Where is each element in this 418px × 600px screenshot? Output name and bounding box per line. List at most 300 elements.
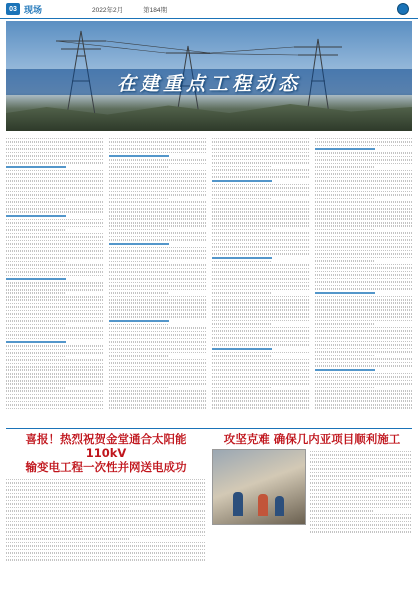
text-line	[109, 387, 169, 389]
text-line	[212, 173, 309, 175]
text-line	[212, 162, 309, 164]
text-line	[6, 177, 103, 179]
hero-banner-title: 在建重点工程动态	[116, 72, 301, 95]
text-line	[6, 552, 206, 554]
text-line	[212, 166, 272, 168]
text-line	[6, 148, 103, 150]
text-line	[212, 348, 272, 350]
text-line	[109, 145, 206, 147]
text-line	[212, 268, 309, 270]
text-line	[6, 247, 103, 249]
text-line	[6, 226, 103, 228]
text-line	[109, 345, 206, 347]
text-line	[315, 369, 375, 371]
text-line	[212, 330, 309, 332]
text-line	[6, 482, 206, 484]
text-line	[6, 401, 103, 403]
text-line	[315, 260, 375, 262]
worker-figure	[233, 492, 243, 516]
text-line	[6, 282, 103, 284]
report-column-3	[212, 136, 309, 424]
text-line	[212, 352, 309, 354]
section-title: 现场	[24, 4, 43, 15]
text-line	[6, 296, 103, 298]
text-line	[6, 208, 103, 210]
text-line	[212, 148, 309, 150]
text-line	[310, 479, 373, 481]
text-line	[109, 282, 206, 284]
text-line	[6, 524, 206, 526]
text-line	[315, 201, 412, 203]
text-line	[6, 517, 206, 519]
text-line	[6, 170, 103, 172]
text-line	[212, 383, 309, 385]
text-line	[6, 503, 206, 505]
text-line	[109, 348, 206, 350]
text-line	[109, 191, 206, 193]
text-line	[109, 205, 206, 207]
text-line	[109, 320, 169, 322]
text-line	[6, 359, 103, 361]
text-line	[109, 278, 206, 280]
text-line	[212, 355, 272, 357]
text-line	[6, 356, 66, 358]
article-photo-block	[212, 449, 306, 535]
text-line	[109, 275, 206, 277]
article-title	[6, 432, 206, 474]
text-line	[109, 341, 206, 343]
text-line	[315, 351, 412, 353]
text-line	[109, 362, 206, 364]
text-line	[310, 510, 373, 512]
text-line	[310, 461, 412, 463]
text-line	[6, 215, 66, 217]
text-line	[212, 141, 309, 143]
text-line	[6, 222, 103, 224]
text-line	[212, 152, 309, 154]
text-line	[315, 170, 412, 172]
text-line	[310, 472, 412, 474]
text-line	[315, 138, 412, 140]
article-title-line: 输变电工程一次性并网送电成功	[25, 460, 187, 474]
text-line	[212, 327, 309, 329]
text-line	[315, 380, 412, 382]
text-line	[6, 545, 206, 547]
text-line	[109, 366, 206, 368]
text-line	[315, 316, 412, 318]
text-line	[310, 507, 412, 509]
text-line	[109, 352, 206, 354]
text-line	[212, 264, 309, 266]
text-line	[315, 365, 412, 367]
text-line	[315, 198, 375, 200]
text-line	[109, 400, 206, 402]
text-line	[6, 521, 206, 523]
text-line	[315, 215, 412, 217]
text-line	[6, 191, 103, 193]
text-line	[109, 369, 206, 371]
text-line	[109, 229, 169, 231]
text-line	[6, 500, 206, 502]
text-line	[212, 299, 309, 301]
text-line	[6, 327, 103, 329]
text-line	[109, 180, 206, 182]
text-line	[212, 211, 309, 213]
text-line	[212, 145, 309, 147]
text-line	[109, 309, 206, 311]
text-line	[315, 191, 412, 193]
text-line	[6, 275, 103, 277]
text-line	[109, 285, 206, 287]
text-line	[6, 254, 103, 256]
text-line	[315, 299, 412, 301]
text-line	[109, 247, 206, 249]
header-meta	[92, 5, 187, 14]
text-line	[109, 383, 206, 385]
text-line	[310, 489, 412, 491]
page-header	[0, 0, 418, 19]
hero-photo	[6, 21, 412, 131]
text-line	[6, 334, 103, 336]
text-line	[212, 236, 309, 238]
text-line	[109, 254, 206, 256]
text-line	[315, 187, 412, 189]
report-column-1	[6, 136, 103, 424]
text-line	[315, 232, 412, 234]
text-line	[6, 531, 206, 533]
text-line	[109, 338, 206, 340]
text-line	[109, 148, 206, 150]
text-line	[315, 152, 412, 154]
text-line	[212, 285, 309, 287]
text-line	[6, 349, 103, 351]
text-line	[6, 366, 103, 368]
text-line	[6, 486, 206, 488]
text-line	[212, 253, 309, 255]
text-line	[212, 323, 272, 325]
text-line	[6, 380, 103, 382]
text-line	[212, 155, 309, 157]
text-line	[6, 341, 66, 343]
text-line	[315, 383, 412, 385]
text-line	[212, 257, 272, 259]
text-line	[310, 524, 412, 526]
text-line	[212, 289, 309, 291]
text-line	[212, 215, 309, 217]
issue-number: 第184期	[143, 6, 167, 14]
text-line	[6, 514, 206, 516]
article-body	[212, 449, 412, 535]
text-line	[109, 239, 206, 241]
article-guinea-project	[212, 432, 412, 596]
text-line	[6, 369, 103, 371]
text-line	[212, 222, 309, 224]
text-line	[6, 173, 103, 175]
text-line	[6, 162, 103, 164]
text-line	[315, 177, 412, 179]
text-line	[315, 355, 375, 357]
text-line	[6, 324, 66, 326]
text-line	[315, 278, 412, 280]
text-line	[6, 299, 103, 301]
article-body	[6, 477, 206, 563]
text-line	[315, 397, 412, 399]
text-line	[109, 194, 206, 196]
brand-logo-icon	[397, 3, 409, 15]
text-line	[212, 390, 309, 392]
text-line	[6, 141, 103, 143]
text-line	[315, 404, 412, 406]
text-line	[6, 159, 103, 161]
text-line	[315, 306, 412, 308]
text-line	[109, 292, 169, 294]
text-line	[212, 373, 309, 375]
text-line	[315, 211, 412, 213]
text-line	[109, 201, 206, 203]
text-line	[310, 486, 412, 488]
text-line	[212, 184, 309, 186]
text-line	[315, 156, 412, 158]
text-line	[315, 218, 412, 220]
text-line	[109, 376, 206, 378]
text-line	[109, 299, 206, 301]
text-line	[212, 176, 309, 178]
text-line	[6, 292, 66, 294]
text-line	[212, 278, 309, 280]
text-line	[212, 320, 309, 322]
text-line	[109, 296, 206, 298]
text-line	[212, 138, 309, 140]
text-line	[6, 507, 130, 509]
text-line	[212, 208, 309, 210]
text-line	[6, 289, 103, 291]
text-line	[6, 538, 130, 540]
text-line	[315, 222, 412, 224]
text-line	[315, 323, 375, 325]
text-line	[6, 211, 103, 213]
text-line	[6, 198, 66, 200]
text-line	[212, 180, 272, 182]
text-line	[109, 222, 206, 224]
text-line	[109, 170, 206, 172]
text-line	[6, 285, 103, 287]
text-line	[212, 191, 309, 193]
text-line	[6, 556, 206, 558]
text-line	[109, 380, 206, 382]
text-line	[6, 166, 66, 168]
text-line	[315, 344, 412, 346]
text-line	[6, 320, 103, 322]
text-line	[109, 257, 206, 259]
text-line	[310, 482, 412, 484]
text-line	[6, 303, 103, 305]
text-line	[315, 281, 412, 283]
text-line	[109, 159, 206, 161]
text-line	[109, 334, 206, 336]
text-line	[310, 493, 412, 495]
text-line	[109, 141, 206, 143]
text-line	[109, 177, 206, 179]
text-line	[310, 517, 412, 519]
text-line	[6, 233, 103, 235]
text-line	[109, 313, 206, 315]
text-line	[315, 257, 412, 259]
text-line	[109, 271, 206, 273]
text-line	[315, 302, 412, 304]
text-line	[6, 373, 103, 375]
text-line	[6, 201, 103, 203]
text-line	[6, 152, 103, 154]
text-line	[6, 363, 103, 365]
text-line	[315, 292, 375, 294]
text-line	[315, 341, 412, 343]
text-line	[6, 138, 103, 140]
text-line	[315, 296, 412, 298]
text-line	[6, 236, 103, 238]
text-line	[315, 373, 412, 375]
text-line	[212, 309, 309, 311]
text-line	[315, 358, 412, 360]
text-line	[315, 271, 412, 273]
text-line	[6, 510, 206, 512]
text-line	[6, 404, 103, 406]
text-line	[212, 344, 309, 346]
article-photo	[212, 449, 306, 525]
text-line	[315, 243, 412, 245]
text-line	[212, 275, 309, 277]
text-line	[212, 334, 309, 336]
text-line	[315, 180, 412, 182]
text-line	[6, 408, 103, 410]
text-line	[109, 211, 206, 213]
text-line	[109, 198, 169, 200]
text-line	[109, 218, 206, 220]
issue-date: 2022年2月	[92, 6, 124, 14]
text-line	[315, 387, 375, 389]
text-line	[109, 289, 206, 291]
text-line	[109, 316, 206, 318]
text-line	[6, 184, 103, 186]
page-number: 03	[6, 3, 20, 15]
text-line	[109, 163, 206, 165]
text-line	[212, 400, 309, 402]
text-line	[6, 229, 66, 231]
article-solar-grid	[6, 432, 206, 596]
text-line	[212, 225, 309, 227]
text-line	[212, 341, 309, 343]
worker-figure	[258, 494, 268, 516]
article-text	[310, 449, 412, 535]
text-line	[6, 338, 103, 340]
text-line	[109, 225, 206, 227]
text-line	[310, 521, 412, 523]
text-line	[109, 407, 206, 409]
text-line	[212, 369, 309, 371]
text-line	[315, 159, 412, 161]
text-line	[212, 337, 309, 339]
text-line	[6, 489, 206, 491]
text-line	[212, 229, 272, 231]
text-line	[310, 528, 412, 530]
text-line	[212, 407, 309, 409]
text-line	[6, 535, 206, 537]
text-line	[315, 348, 412, 350]
text-line	[212, 243, 309, 245]
text-line	[212, 376, 309, 378]
text-line	[109, 215, 206, 217]
text-line	[6, 219, 103, 221]
text-line	[315, 239, 412, 241]
text-line	[109, 261, 169, 263]
text-line	[6, 261, 66, 263]
text-line	[109, 268, 206, 270]
text-line	[315, 250, 412, 252]
text-line	[109, 327, 206, 329]
text-line	[6, 194, 103, 196]
text-line	[310, 465, 412, 467]
text-line	[109, 359, 206, 361]
text-line	[109, 397, 206, 399]
text-line	[212, 239, 309, 241]
text-line	[315, 393, 412, 395]
text-line	[310, 496, 412, 498]
text-line	[6, 496, 206, 498]
text-line	[6, 549, 206, 551]
text-line	[315, 362, 412, 364]
text-line	[212, 397, 309, 399]
text-line	[212, 393, 309, 395]
text-line	[310, 475, 412, 477]
text-line	[6, 397, 103, 399]
text-line	[109, 184, 206, 186]
text-line	[6, 243, 103, 245]
text-line	[6, 559, 206, 561]
text-line	[310, 451, 412, 453]
text-line	[315, 330, 412, 332]
text-line	[6, 240, 103, 242]
text-line	[315, 184, 412, 186]
text-line	[109, 243, 169, 245]
text-line	[109, 166, 169, 168]
text-line	[6, 542, 206, 544]
text-line	[315, 166, 375, 168]
text-line	[315, 334, 412, 336]
text-line	[109, 236, 206, 238]
text-line	[109, 373, 206, 375]
text-line	[315, 337, 412, 339]
text-line	[315, 288, 412, 290]
text-line	[212, 169, 309, 171]
text-line	[109, 355, 169, 357]
article-title	[212, 432, 412, 446]
text-line	[212, 205, 309, 207]
text-line	[6, 205, 103, 207]
text-line	[6, 278, 66, 280]
text-line	[315, 145, 412, 147]
text-line	[315, 264, 412, 266]
text-line	[310, 468, 412, 470]
text-line	[6, 383, 103, 385]
text-line	[212, 362, 309, 364]
worker-figure	[275, 496, 284, 516]
text-line	[212, 246, 309, 248]
text-line	[315, 246, 412, 248]
text-line	[315, 274, 412, 276]
text-line	[6, 187, 103, 189]
text-line	[109, 138, 206, 140]
text-line	[109, 331, 206, 333]
text-line	[109, 302, 206, 304]
